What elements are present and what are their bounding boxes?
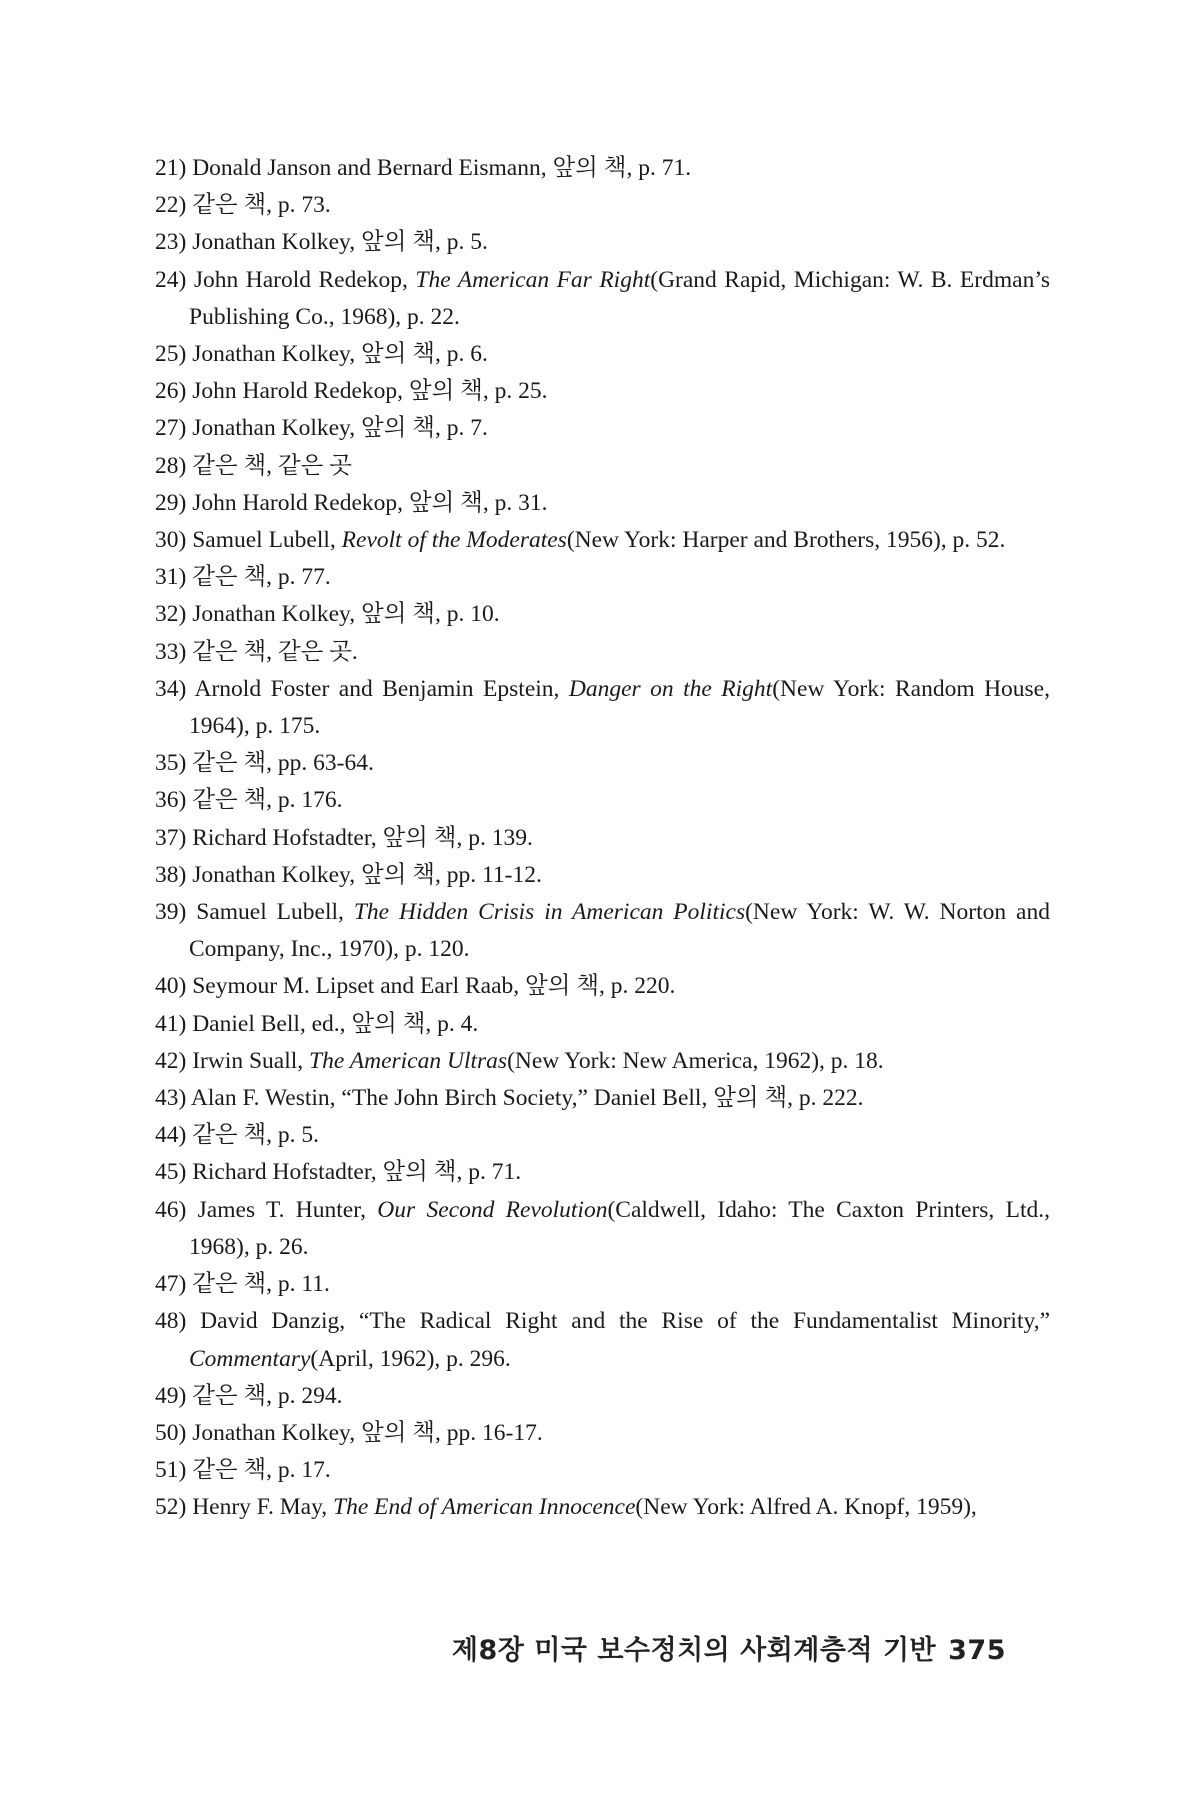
footnote-text: Irwin Suall, bbox=[192, 1047, 310, 1074]
footnote-text: Richard Hofstadter, 앞의 책, p. 139. bbox=[192, 824, 533, 851]
footnote-number: 50) bbox=[155, 1419, 187, 1446]
footnote-item bbox=[155, 894, 1050, 968]
footnote-number: 45) bbox=[155, 1159, 187, 1186]
page-number: 375 bbox=[948, 1635, 1006, 1666]
footnote-number: 51) bbox=[155, 1457, 187, 1484]
footnote-number: 40) bbox=[155, 973, 187, 1000]
footnote-text: 같은 책, p. 77. bbox=[192, 564, 331, 591]
footnote-number: 41) bbox=[155, 1010, 187, 1037]
footnote-text: James T. Hunter, bbox=[197, 1196, 378, 1223]
footnote-title: Revolt of the Moderates bbox=[341, 527, 567, 554]
footnote-item bbox=[155, 187, 1050, 224]
footnote-number: 33) bbox=[155, 638, 187, 665]
footnote-item bbox=[155, 745, 1050, 782]
footnote-item bbox=[155, 448, 1050, 485]
footnote-number: 26) bbox=[155, 378, 187, 405]
footnote-title: Our Second Revolution bbox=[377, 1196, 608, 1223]
footnote-number: 35) bbox=[155, 750, 187, 777]
footnote-text: Donald Janson and Bernard Eismann, bbox=[192, 155, 553, 181]
footnote-item bbox=[155, 1043, 1050, 1080]
footnote-number: 29) bbox=[155, 489, 187, 516]
footnote-text: Jonathan Kolkey, 앞의 책, p. 6. bbox=[192, 341, 488, 368]
footnote-text: 같은 책, p. 176. bbox=[192, 787, 343, 814]
footnote-list bbox=[155, 150, 1050, 1527]
footnote-number: 31) bbox=[155, 564, 187, 591]
footnote-number: 47) bbox=[155, 1271, 187, 1298]
footnote-text: 같은 책, pp. 63-64. bbox=[192, 750, 374, 777]
footnote-number: 25) bbox=[155, 341, 187, 368]
footnote-text: John Harold Redekop, 앞의 책, p. 31. bbox=[192, 489, 548, 516]
footnote-text: Jonathan Kolkey, 앞의 책, pp. 16-17. bbox=[192, 1419, 543, 1446]
footnote-number: 27) bbox=[155, 415, 187, 442]
footnote-citation: (New York: New America, 1962), p. 18. bbox=[507, 1047, 884, 1074]
footnote-citation: 앞의 책, p. 71. bbox=[552, 155, 692, 181]
footnote-item bbox=[155, 634, 1050, 671]
footnote-number: 49) bbox=[155, 1382, 187, 1409]
footnote-title: The American Ultras bbox=[309, 1047, 508, 1074]
footnote-item bbox=[155, 336, 1050, 373]
footnote-item bbox=[155, 968, 1050, 1005]
footnote-item bbox=[155, 1489, 1050, 1526]
footnote-text: Jonathan Kolkey, 앞의 책, pp. 11-12. bbox=[192, 861, 542, 888]
footnote-number: 32) bbox=[155, 601, 187, 628]
footnote-item bbox=[155, 559, 1050, 596]
footnote-citation: (New York: W. W. Norton and Company, Inc., 1970), p. 120. bbox=[189, 899, 1050, 963]
footnote-item bbox=[155, 1154, 1050, 1191]
page-footer bbox=[452, 1628, 1006, 1667]
footnote-item bbox=[155, 522, 1050, 559]
footnote-item bbox=[155, 671, 1050, 745]
footnote-text: Alan F. Westin, “The John Birch Society,” Daniel Bell, 앞의 책, p. 222. bbox=[190, 1085, 864, 1112]
footnote-text: Jonathan Kolkey, 앞의 책, p. 7. bbox=[192, 415, 488, 442]
footnote-item bbox=[155, 373, 1050, 410]
footnote-text: 같은 책, 같은 곳 bbox=[192, 452, 352, 479]
footnote-item bbox=[155, 1006, 1050, 1043]
footnote-number: 22) bbox=[155, 192, 187, 219]
footnote-citation: (Grand Rapid, Michigan: W. B. Erdman’s Publishing Co., 1968), p. 22. bbox=[189, 266, 1050, 330]
footnote-title: The Hidden Crisis in American Politics bbox=[353, 899, 746, 926]
footnote-text: Samuel Lubell, bbox=[196, 899, 354, 926]
footnote-title: Commentary bbox=[189, 1345, 311, 1372]
footnote-item bbox=[155, 224, 1050, 261]
footnote-number: 23) bbox=[155, 229, 187, 256]
footnote-text: 같은 책, p. 5. bbox=[192, 1122, 320, 1149]
footnote-text: Samuel Lubell, bbox=[192, 527, 342, 554]
footnote-item bbox=[155, 262, 1050, 336]
running-head: 제8장 미국 보수정치의 사회계층적 기반 bbox=[451, 1635, 937, 1666]
footnote-number: 52) bbox=[155, 1494, 187, 1521]
footnote-text: 같은 책, p. 294. bbox=[192, 1382, 343, 1409]
footnote-number: 48) bbox=[155, 1308, 187, 1335]
footnote-text: Jonathan Kolkey, 앞의 책, p. 10. bbox=[192, 601, 500, 628]
footnote-text: 같은 책, p. 73. bbox=[192, 192, 331, 219]
footnote-text: Jonathan Kolkey, 앞의 책, p. 5. bbox=[192, 229, 488, 256]
footnote-text: 같은 책, p. 17. bbox=[192, 1457, 331, 1484]
footnote-text: 같은 책, 같은 곳. bbox=[192, 638, 358, 665]
footnote-citation: (April, 1962), p. 296. bbox=[310, 1345, 511, 1372]
footnote-item bbox=[155, 1266, 1050, 1303]
footnote-text: Richard Hofstadter, 앞의 책, p. 71. bbox=[192, 1159, 522, 1186]
footnote-citation: (Caldwell, Idaho: The Caxton Printers, Ltd., 1968), p. 26. bbox=[189, 1196, 1051, 1260]
footnote-item bbox=[155, 1378, 1050, 1415]
footnote-item bbox=[155, 1117, 1050, 1154]
footnote-number: 42) bbox=[155, 1047, 187, 1074]
footnote-text: 같은 책, p. 11. bbox=[192, 1271, 330, 1298]
footnote-number: 34) bbox=[155, 675, 187, 702]
footnote-item bbox=[155, 150, 1050, 187]
footnote-number: 38) bbox=[155, 861, 187, 888]
footnote-text: Arnold Foster and Benjamin Epstein, bbox=[194, 675, 569, 702]
footnote-item bbox=[155, 1452, 1050, 1489]
footnote-item bbox=[155, 1080, 1050, 1117]
footnote-text: David Danzig, “The Radical Right and the Rise of the Fundamentalist Minority,” bbox=[200, 1308, 1051, 1335]
footnote-title: The American Far Right bbox=[415, 266, 651, 293]
footnote-citation: (New York: Harper and Brothers, 1956), p. 52. bbox=[566, 527, 1006, 554]
footnote-title: The End of American Innocence bbox=[333, 1494, 636, 1521]
footnote-title: Danger on the Right bbox=[568, 675, 773, 702]
footnote-item bbox=[155, 1192, 1050, 1266]
footnote-citation: (New York: Random House, 1964), p. 175. bbox=[189, 675, 1050, 740]
footnote-number: 37) bbox=[155, 824, 187, 851]
footnote-number: 30) bbox=[155, 527, 187, 554]
footnote-item bbox=[155, 410, 1050, 447]
footnote-item bbox=[155, 1415, 1050, 1452]
footnote-citation: (New York: Alfred A. Knopf, 1959), bbox=[635, 1494, 977, 1521]
footnote-text: Seymour M. Lipset and Earl Raab, 앞의 책, p. 220. bbox=[192, 973, 676, 1000]
footnote-number: 21) bbox=[155, 155, 187, 181]
footnote-number: 24) bbox=[155, 266, 187, 293]
footnote-text: John Harold Redekop, 앞의 책, p. 25. bbox=[192, 378, 548, 405]
footnote-item bbox=[155, 857, 1050, 894]
footnote-number: 46) bbox=[155, 1196, 187, 1223]
footnote-number: 43) bbox=[155, 1085, 187, 1112]
footnote-number: 44) bbox=[155, 1122, 187, 1149]
footnote-text: Daniel Bell, ed., 앞의 책, p. 4. bbox=[192, 1010, 479, 1037]
footnote-text: John Harold Redekop, bbox=[193, 266, 416, 293]
footnote-number: 39) bbox=[155, 899, 187, 926]
footnote-item bbox=[155, 782, 1050, 819]
footnote-text: Henry F. May, bbox=[192, 1494, 334, 1521]
footnote-item bbox=[155, 485, 1050, 522]
footnote-item bbox=[155, 1303, 1050, 1377]
footnote-item bbox=[155, 596, 1050, 633]
footnote-number: 28) bbox=[155, 452, 187, 479]
footnote-number: 36) bbox=[155, 787, 187, 814]
footnote-item bbox=[155, 820, 1050, 857]
